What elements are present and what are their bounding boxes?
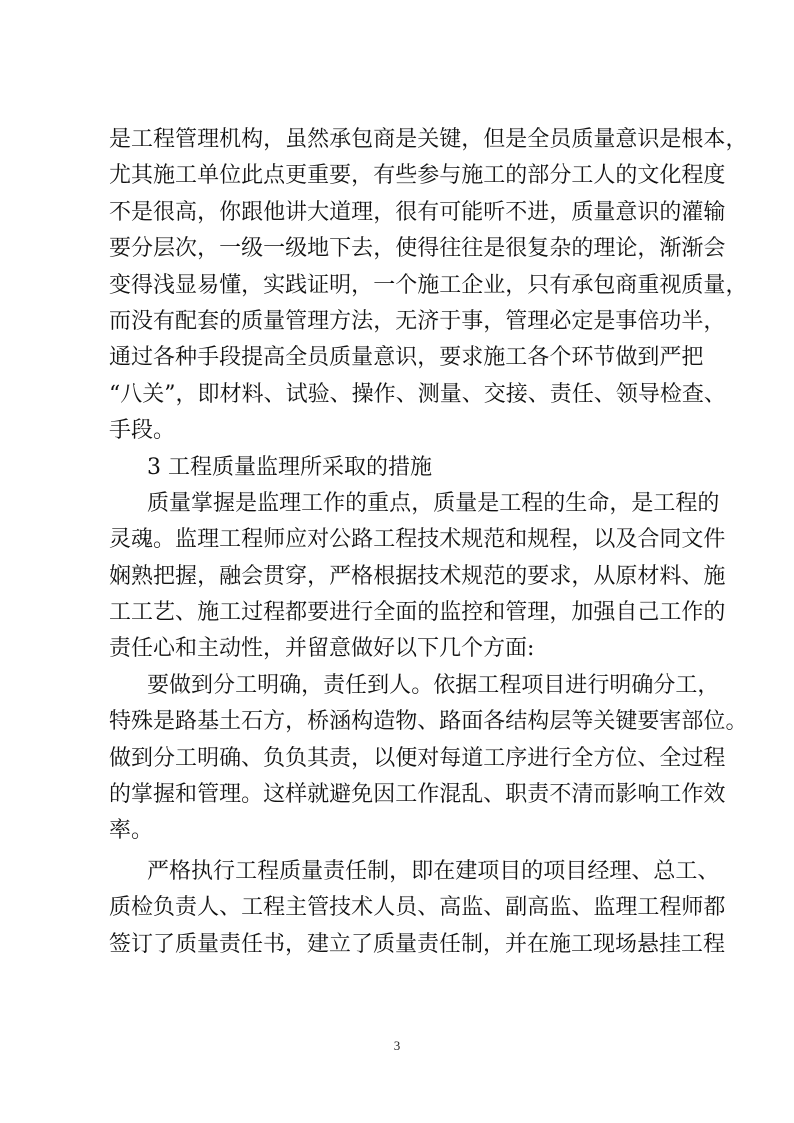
text-line: 特 殊 是 路 基 土 石 方 ， 桥 涵 构 造 物 、 路 面 各 结 构 层 等 关 键 要 害 部 位 。 <box>109 709 748 735</box>
text-line: 工 工 艺 、 施 工 过 程 都 要 进 行 全 面 的 监 控 和 管 理 ， 加 强 自 己 工 作 的 <box>109 600 726 626</box>
text-line: 尤 其 施 工 单 位 此 点 更 重 要 ， 有 些 参 与 施 工 的 部 分 工 人 的 文 化 程 度 <box>109 163 726 189</box>
text-line: 不 是 很 高 ， 你 跟 他 讲 大 道 理 ， 很 有 可 能 听 不 进 ， 质 量 意 识 的 灌 输 <box>109 199 726 225</box>
text-line: 灵 魂 。 监 理 工 程 师 应 对 公 路 工 程 技 术 规 范 和 规 程 ， 以 及 合 同 文 件 <box>109 527 726 553</box>
text-line: 通 过 各 种 手 段 提 高 全 员 质 量 意 识 ， 要 求 施 工 各 个 环 节 做 到 严 把 <box>109 345 704 371</box>
text-line: 3 工程质量监理所采取的措施 <box>147 454 432 480</box>
text-line: 变 得 浅 显 易 懂 ， 实 践 证 明 ， 一 个 施 工 企 业 ， 只 有 承 包 商 重 视 质 量 ， <box>109 272 748 298</box>
page-number: 3 <box>393 1038 401 1053</box>
text-line: 严 格 执 行 工 程 质 量 责 任 制 ， 即 在 建 项 目 的 项 目 经 理 、 总 工 、 <box>147 858 720 884</box>
body-text <box>109 122 748 963</box>
text-line: 质 检 负 责 人 、 工 程 主 管 技 术 人 员 、 高 监 、 副 高 监 、 监 理 工 程 师 都 <box>109 895 726 921</box>
text-line: 质 量 掌 握 是 监 理 工 作 的 重 点 ， 质 量 是 工 程 的 生 命 ， 是 工 程 的 <box>147 490 720 516</box>
paragraph <box>109 486 726 668</box>
text-line: 而 没 有 配 套 的 质 量 管 理 方 法 ， 无 济 于 事 ， 管 理 必 定 是 事 倍 功 半 ， <box>109 308 726 334</box>
text-line: 率。 <box>109 818 154 844</box>
text-line: 做 到 分 工 明 确 、 负 负 其 责 ， 以 便 对 每 道 工 序 进 行 全 方 位 、 全 过 程 <box>109 745 726 771</box>
text-line: 的 掌 握 和 管 理 。 这 样 就 避 免 因 工 作 混 乱 、 职 责 不 清 而 影 响 工 作 效 <box>109 782 726 808</box>
text-line: “ 八 关 ” ， 即 材 料 、 试 验 、 操 作 、 测 量 、 交 接 、 责 任 、 领 导 检 查 、 <box>109 381 726 407</box>
paragraph <box>109 450 687 486</box>
paragraph <box>109 122 748 450</box>
text-line: 娴 熟 把 握 ， 融 会 贯 穿 ， 严 格 根 据 技 术 规 范 的 要 求 ， 从 原 材 料 、 施 <box>109 563 726 589</box>
text-line: 是 工 程 管 理 机 构 ， 虽 然 承 包 商 是 关 键 ， 但 是 全 员 质 量 意 识 是 根 本 ， <box>109 127 748 152</box>
text-line: 要 分 层 次 ， 一 级 一 级 地 下 去 ， 使 得 往 往 是 很 复 杂 的 理 论 ， 渐 渐 会 <box>109 236 726 262</box>
text-line: 手段。 <box>109 418 176 444</box>
text-line: 签订了质量责任书，建立了质量责任制，并在施工现场悬挂工程 <box>109 931 726 957</box>
paragraph <box>109 668 748 850</box>
text-line: 要 做 到 分 工 明 确 ， 责 任 到 人 。 依 据 工 程 项 目 进 行 明 确 分 工 ， <box>147 672 720 698</box>
text-line: 责任心和主动性，并留意做好以下几个方面: <box>109 636 535 662</box>
paragraph <box>109 854 726 963</box>
